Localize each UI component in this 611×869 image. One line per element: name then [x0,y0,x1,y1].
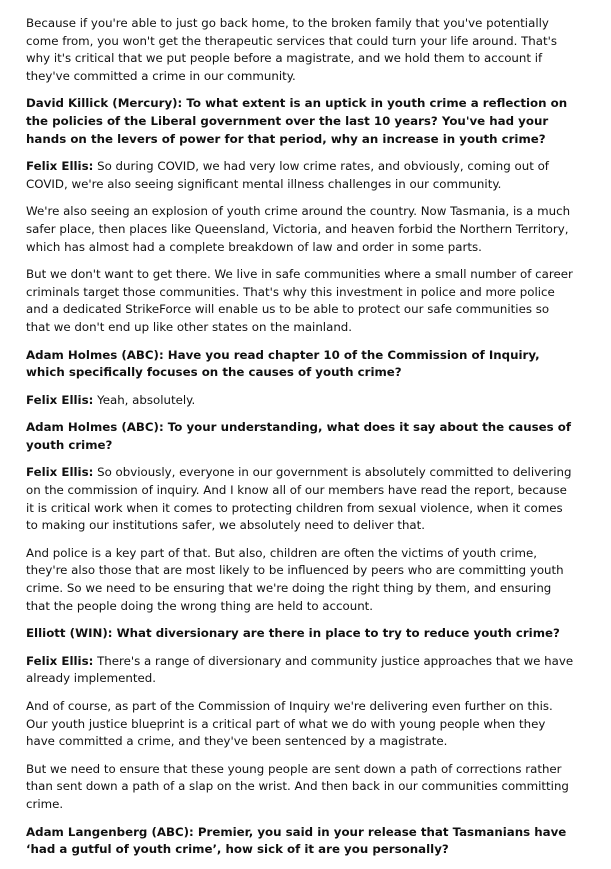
question-text: What diversionary are there in place to try to reduce youth crime? [112,626,560,641]
question-paragraph [26,347,574,382]
paragraph-text: And of course, as part of the Commission of Inquiry we're delivering even further on this. Our youth justice blueprint is a critical part of what we do with young people when they have committed a crime, and they've been sentenced by a magistrate. [26,699,553,749]
speaker-name: Adam Holmes (ABC): [26,420,164,435]
transcript-paragraph [26,392,574,410]
paragraph-text: Yeah, absolutely. [93,392,196,407]
speaker-name: Felix Ellis: [26,465,94,480]
transcript-page [26,15,574,869]
transcript-paragraph [26,653,574,688]
transcript-paragraph [26,464,574,534]
speaker-name: Adam Langenberg (ABC): [26,824,194,839]
question-text: Premier, you said in your release that Tasmanians have ‘had a gutful of youth crime’, how sick of it are you personally? [26,824,567,857]
paragraph-text: So during COVID, we had very low crime rates, and obviously, coming out of COVID, we're also seeing significant mental illness challenges in our community. [26,159,549,191]
paragraph-text: But we need to ensure that these young people are sent down a path of corrections rather than sent down a path of a slap on the wrist. And then back in our communities committing crime. [26,761,569,811]
question-paragraph [26,824,574,859]
paragraph-text: We're also seeing an explosion of youth crime around the country. Now Tasmania, is a much safer place, then places like Queensland, Victoria, and heaven forbid the Northern Territory, which has almost had a complete breakdown of law and order in some parts. [26,204,571,254]
transcript-paragraph [26,545,574,615]
question-text: To what extent is an uptick in youth crime a reflection on the policies of the Liberal government over the last 10 years? You've had your hands on the levers of power for that period, why an increase in youth crime? [26,96,568,146]
question-paragraph [26,625,574,643]
paragraph-text: But we don't want to get there. We live in safe communities where a small number of career criminals target those communities. That's why this investment in police and more police and a dedicated StrikeForce will enable us to be able to protect our safe communities so that we don't end up like other states on the mainland. [26,267,573,334]
paragraph-text: There's a range of diversionary and community justice approaches that we have already implemented. [26,653,574,686]
paragraph-text: So obviously, everyone in our government is absolutely committed to delivering on the commission of inquiry. And I know all of our members have read the report, because it is critical work when it comes to protecting children from sexual violence, when it comes to making our institutions safer, we absolutely need to deliver that. [26,465,572,533]
paragraph-text: And police is a key part of that. But also, children are often the victims of youth crime, they're also those that are most likely to be influenced by peers who are committing youth crime. So we need to be ensuring that we're doing the right thing by them, and ensuring that the people doing the wrong thing are held to account. [26,545,564,613]
speaker-name: Adam Holmes (ABC): [26,347,164,362]
speaker-name: Felix Ellis: [26,159,94,174]
transcript-paragraph [26,158,574,193]
speaker-name: Elliott (WIN): [26,626,113,641]
transcript-paragraph [26,698,574,751]
question-text: Have you read chapter 10 of the Commission of Inquiry, which specifically focuses on the causes of youth crime? [26,347,540,380]
transcript-paragraph [26,15,574,85]
speaker-name: Felix Ellis: [26,653,94,668]
speaker-name: David Killick (Mercury): [26,96,183,111]
speaker-name: Felix Ellis: [26,392,94,407]
question-text: To your understanding, what does it say about the causes of youth crime? [26,420,572,452]
question-paragraph [26,419,574,454]
transcript-paragraph [26,761,574,814]
question-paragraph [26,95,574,148]
paragraph-text: Because if you're able to just go back home, to the broken family that you've potentially come from, you won't get the therapeutic services that could turn your life around. That's why it's critical that we put people before a magistrate, and we hold them to account if they've committed a crime in our community. [26,16,557,83]
transcript-paragraph [26,266,574,336]
transcript-paragraph [26,203,574,256]
